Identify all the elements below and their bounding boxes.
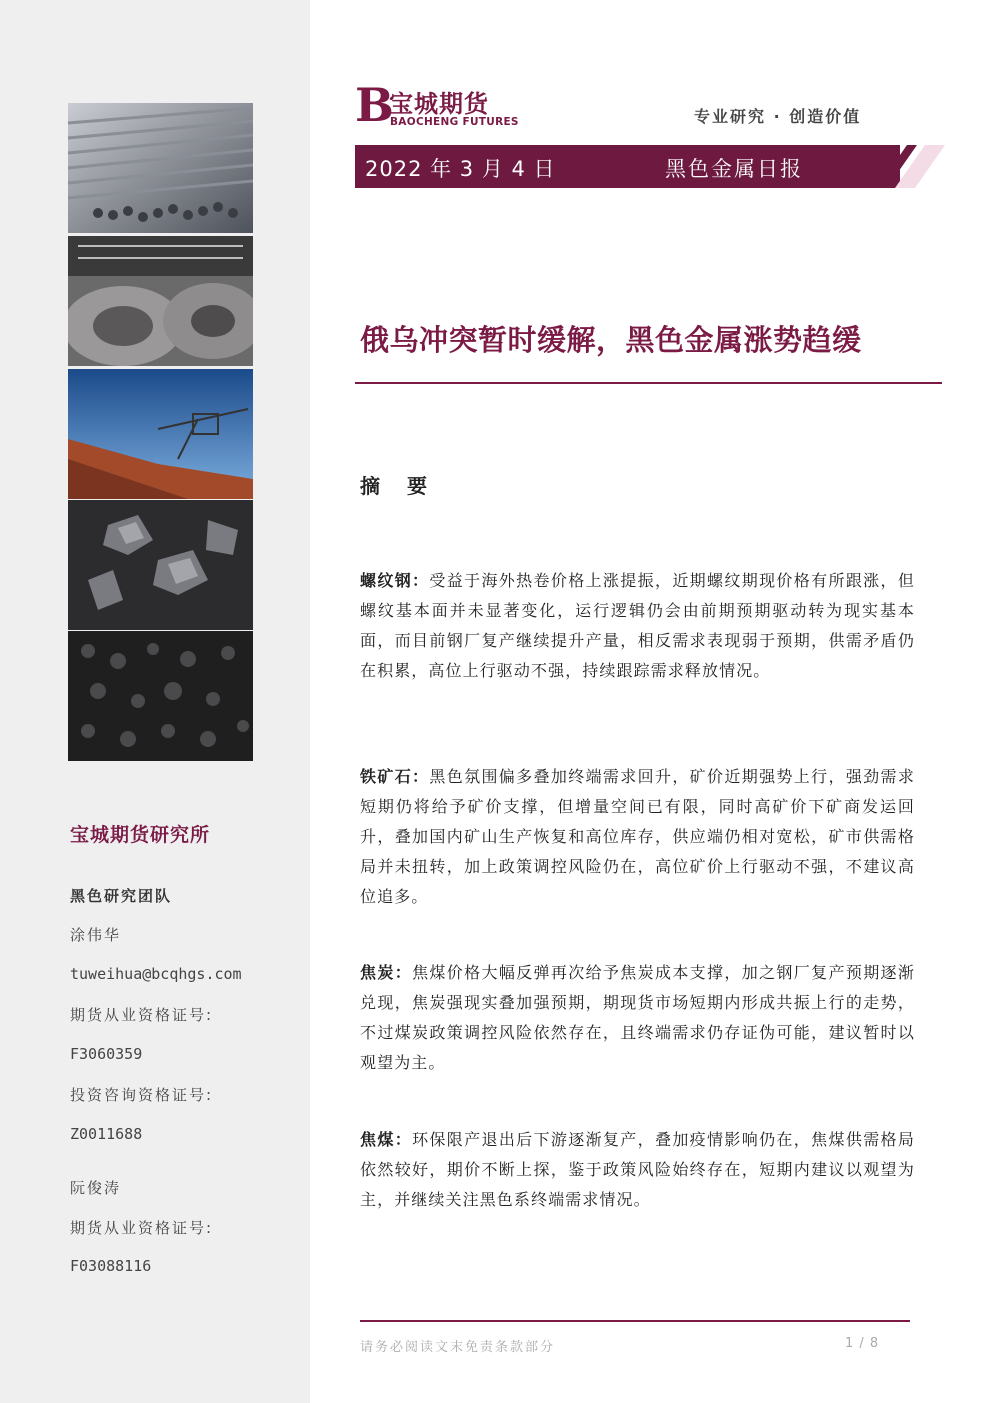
slogan: 专业研究 · 创造价值 (694, 107, 862, 126)
section-iron-ore (360, 762, 915, 912)
report-date: 2022 年 3 月 4 日 (365, 157, 556, 181)
logo-b-mark: B (355, 78, 394, 132)
analyst1-email[interactable]: tuweihua@bcqhgs.com (70, 965, 242, 983)
steel-coil-photo (68, 236, 253, 366)
iron-ore-yard-photo (68, 369, 253, 499)
title-rule (355, 382, 942, 384)
sidebar (0, 0, 310, 1403)
coke-pile-photo (68, 631, 253, 761)
logo-chinese: 宝城期货 (389, 90, 489, 118)
section-label: 铁矿石： (360, 767, 430, 786)
rebar-photo (68, 103, 253, 233)
company-logo (355, 78, 525, 134)
analyst1-invest-label: 投资咨询资格证号: (70, 1086, 214, 1104)
institute-name: 宝城期货研究所 (70, 824, 211, 846)
team-name: 黑色研究团队 (70, 887, 173, 905)
analyst2-futures-id: F03088116 (70, 1257, 152, 1275)
analyst1-futures-id: F3060359 (70, 1045, 143, 1063)
page-number: 1 / 8 (845, 1336, 880, 1351)
logo-english: BAOCHENG FUTURES (390, 116, 519, 128)
analyst1-futures-label: 期货从业资格证号: (70, 1006, 214, 1024)
section-text: 焦煤价格大幅反弹再次给予焦炭成本支撑，加之钢厂复产预期逐渐兑现，焦炭强现实叠加强预期，期现货市场短期内形成共振上行的走势，不过煤炭政策调控风险依然存在，且终端需求仍存证伪可能，建议暂时以观望为主。 (360, 963, 915, 1072)
section-text: 黑色氛围偏多叠加终端需求回升，矿价近期强势上行，强劲需求短期仍将给予矿价支撑，但增量空间已有限，同时高矿价下矿商发运回升，叠加国内矿山生产恢复和高位库存，供应端仍相对宽松，矿市供需格局并未扭转，加上政策调控风险仍在，高位矿价上行驱动不强，不建议高位追多。 (360, 767, 915, 906)
report-type: 黑色金属日报 (665, 157, 803, 181)
analyst1-invest-id: Z0011688 (70, 1125, 143, 1143)
section-text: 受益于海外热卷价格上涨提振，近期螺纹期现价格有所跟涨，但螺纹基本面并未显著变化，运行逻辑仍会由前期预期驱动转为现实基本面，而目前钢厂复产继续提升产量，相反需求表现弱于预期，供需矛盾仍在积累，高位上行驱动不强，持续跟踪需求释放情况。 (360, 571, 915, 680)
abstract-heading: 摘 要 (360, 474, 437, 498)
footer-rule (360, 1320, 910, 1322)
coal-lumps-photo (68, 500, 253, 630)
footer-disclaimer: 请务必阅读文末免责条款部分 (360, 1340, 556, 1355)
section-label: 焦煤： (360, 1130, 413, 1149)
analyst2-futures-label: 期货从业资格证号: (70, 1219, 214, 1237)
date-banner (355, 145, 900, 188)
analyst2-name: 阮俊涛 (70, 1179, 122, 1197)
banner-stripes-icon (855, 145, 945, 188)
report-title: 俄乌冲突暂时缓解，黑色金属涨势趋缓 (360, 323, 862, 357)
section-coke (360, 958, 915, 1078)
section-rebar (360, 566, 915, 686)
section-label: 螺纹钢： (360, 571, 430, 590)
section-label: 焦炭： (360, 963, 413, 982)
section-coking-coal (360, 1125, 915, 1215)
section-text: 环保限产退出后下游逐渐复产，叠加疫情影响仍在，焦煤供需格局依然较好，期价不断上探，鉴于政策风险始终存在，短期内建议以观望为主，并继续关注黑色系终端需求情况。 (360, 1130, 915, 1209)
analyst1-name: 涂伟华 (70, 926, 122, 944)
